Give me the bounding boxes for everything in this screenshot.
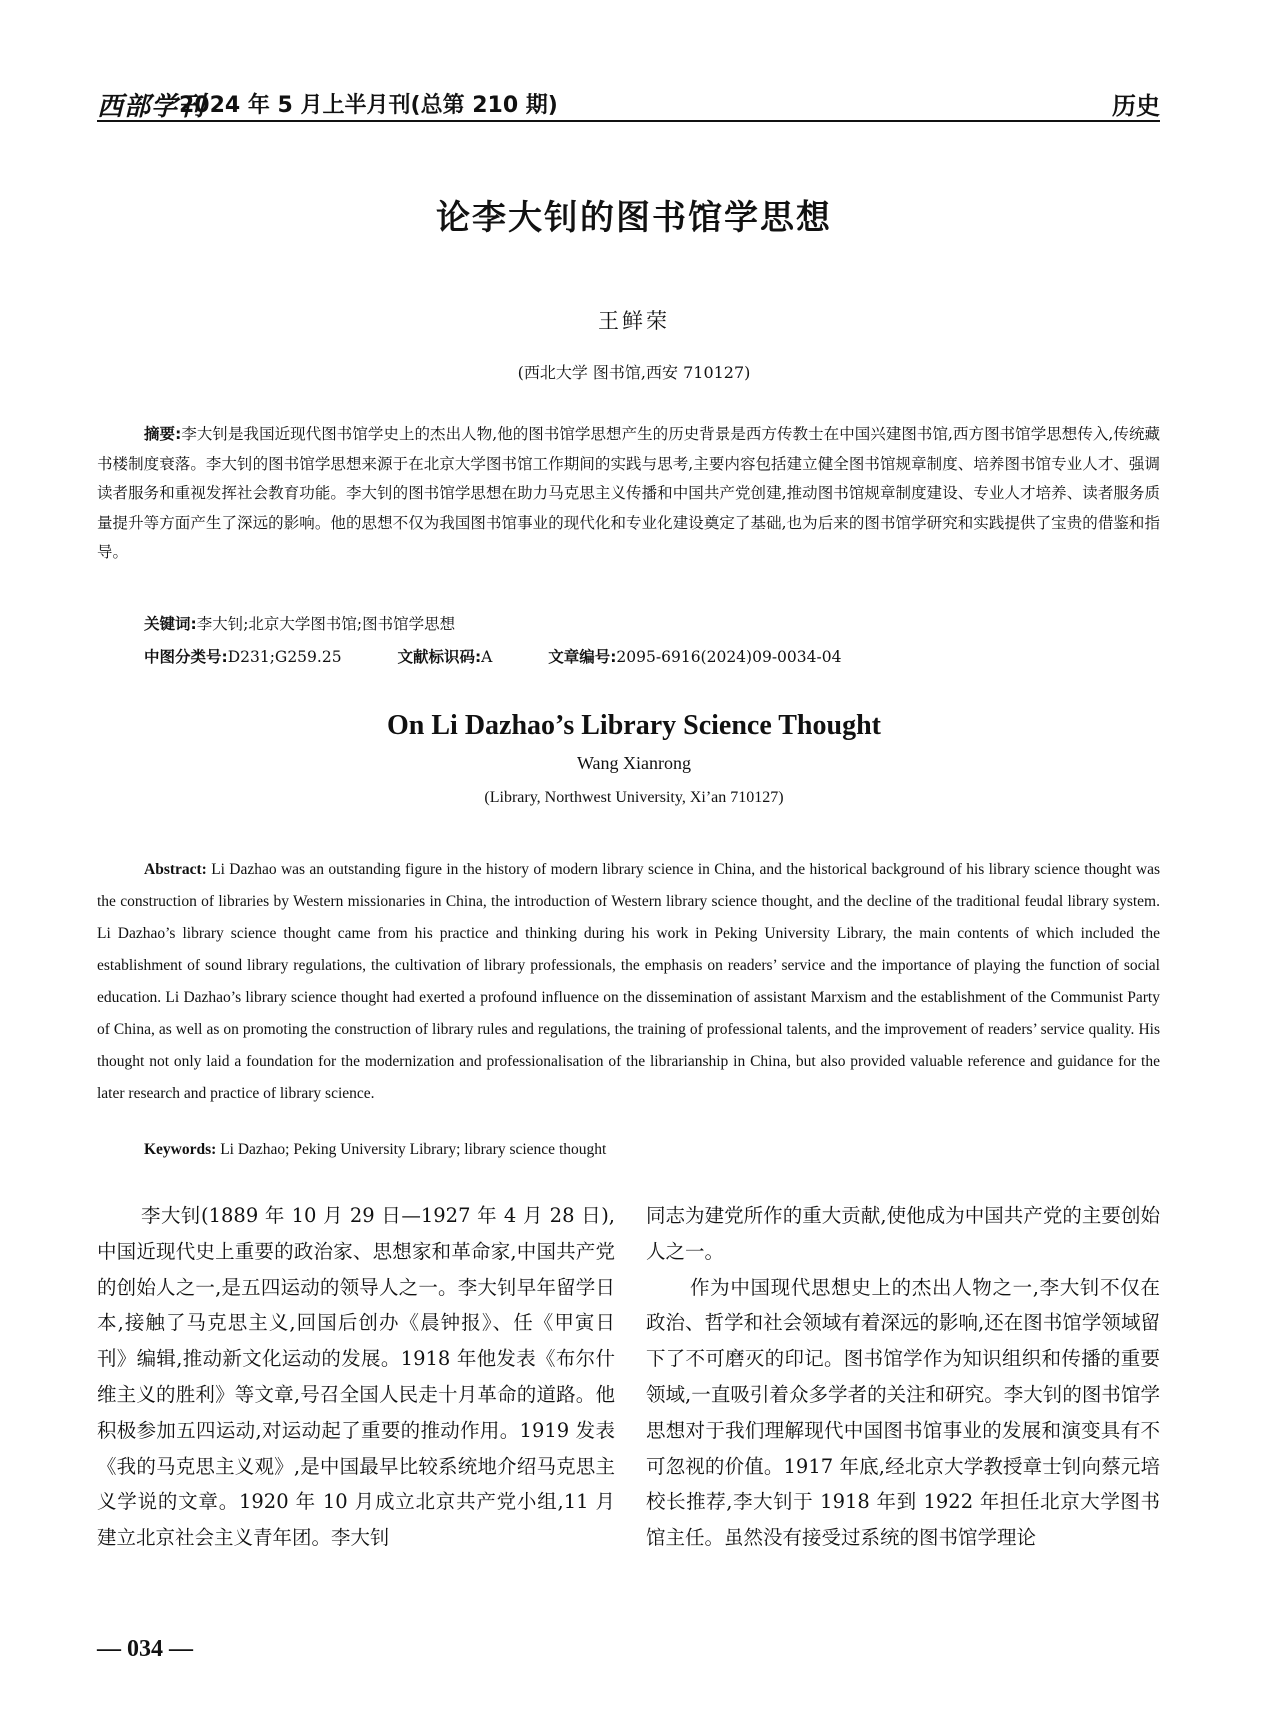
abstract-en: [97, 854, 1160, 1110]
article-no-label: 文章编号:: [548, 648, 617, 666]
body-paragraph-continued: 同志为建党所作的重大贡献,使他成为中国共产党的主要创始人之一。: [646, 1204, 1160, 1263]
abstract-en-label: Abstract:: [144, 861, 207, 878]
doc-code-label: 文献标识码:: [397, 648, 482, 666]
journal-logo: 西部学刊: [97, 92, 206, 122]
journal-issue: 2024 年 5 月上半月刊(总第 210 期): [179, 93, 558, 118]
keywords-en-label: Keywords:: [144, 1141, 217, 1158]
clc-value: D231;G259.25: [227, 648, 342, 666]
english-affiliation: (Library, Northwest University, Xi’an 710127): [484, 789, 784, 806]
abstract-cn: [97, 420, 1160, 568]
body-column-left: [97, 1198, 615, 1556]
keywords-cn: [144, 612, 455, 634]
article-title: 论李大钊的图书馆学思想: [436, 198, 832, 238]
abstract-en-text: Li Dazhao was an outstanding figure in the history of modern library science in China, and the historical background of his library science thought was the construction of libraries by Western missionaries in China, the introduction of Western library science thought, and the decline of the traditional feudal library system. Li Dazhao’s library science thought came from his practice and thinking during his work in Peking University Library, the main contents of which included the establishment of sound library regulations, the cultivation of library professionals, the emphasis on readers’ service and the importance of playing the function of social education. Li Dazhao’s library science thought had exerted a profound influence on the dissemination of assistant Marxism and the establishment of the Communist Party of China, as well as on promoting the construction of library rules and regulations, the training of professional talents, and the improvement of readers’ service quality. His thought not only laid a foundation for the modernization and professionalisation of the librarianship in China, but also provided valuable reference and guidance for the later research and practice of library science.: [97, 861, 1161, 1102]
article-no-value: 2095-6916(2024)09-0034-04: [616, 648, 842, 666]
keywords-cn-text: 李大钊;北京大学图书馆;图书馆学思想: [196, 615, 456, 633]
abstract-cn-label: 摘要:: [144, 425, 182, 443]
keywords-cn-label: 关键词:: [144, 615, 197, 633]
body-paragraph: 李大钊(1889 年 10 月 29 日—1927 年 4 月 28 日),中国近现代史上重要的政治家、思想家和革命家,中国共产党的创始人之一,是五四运动的领导人之一。李大钊早年留学日本,接触了马克思主义,回国后创办《晨钟报》、任《甲寅日刊》编辑,推动新文化运动的发展。1918 年他发表《布尔什维主义的胜利》等文章,号召全国人民走十月革命的道路。他积极参加五四运动,对运动起了重要的推动作用。1919 发表《我的马克思主义观》,是中国最早比较系统地介绍马克思主义学说的文章。1920 年 10 月成立北京共产党小组,11 月建立北京社会主义青年团。李大钊: [97, 1204, 615, 1550]
running-header: [97, 86, 1160, 122]
body-column-right: [646, 1198, 1160, 1556]
keywords-en-text: Li Dazhao; Peking University Library; library science thought: [220, 1141, 607, 1158]
author-affiliation: (西北大学 图书馆,西安 710127): [517, 363, 751, 382]
abstract-cn-text: 李大钊是我国近现代图书馆学史上的杰出人物,他的图书馆学思想产生的历史背景是西方传教士在中国兴建图书馆,西方图书馆学思想传入,传统藏书楼制度衰落。李大钊的图书馆学思想来源于在北京大学图书馆工作期间的实践与思考,主要内容包括建立健全图书馆规章制度、培养图书馆专业人才、强调读者服务和重视发挥社会教育功能。李大钊的图书馆学思想在助力马克思主义传播和中国共产党创建,推动图书馆规章制度建设、专业人才培养、读者服务质量提升等方面产生了深远的影响。他的思想不仅为我国图书馆事业的现代化和专业化建设奠定了基础,也为后来的图书馆学研究和实践提供了宝贵的借鉴和指导。: [97, 425, 1160, 561]
doc-code-value: A: [481, 648, 493, 666]
keywords-en: [144, 1141, 606, 1159]
english-author: Wang Xianrong: [576, 753, 692, 773]
section-name: 历史: [1112, 92, 1160, 120]
english-title: On Li Dazhao’s Library Science Thought: [387, 710, 881, 741]
author-name: 王鲜荣: [598, 309, 670, 333]
clc-label: 中图分类号:: [144, 648, 228, 666]
page-number: — 034 —: [97, 1636, 193, 1662]
classification-line: [144, 645, 841, 667]
body-paragraph: 作为中国现代思想史上的杰出人物之一,李大钊不仅在政治、哲学和社会领域有着深远的影响,还在图书馆学领域留下了不可磨灭的印记。图书馆学作为知识组织和传播的重要领域,一直吸引着众多学者的关注和研究。李大钊的图书馆学思想对于我们理解现代中国图书馆事业的发展和演变具有不可忽视的价值。1917 年底,经北京大学教授章士钊向蔡元培校长推荐,李大钊于 1918 年到 1922 年担任北京大学图书馆主任。虽然没有接受过系统的图书馆学理论: [646, 1275, 1160, 1550]
